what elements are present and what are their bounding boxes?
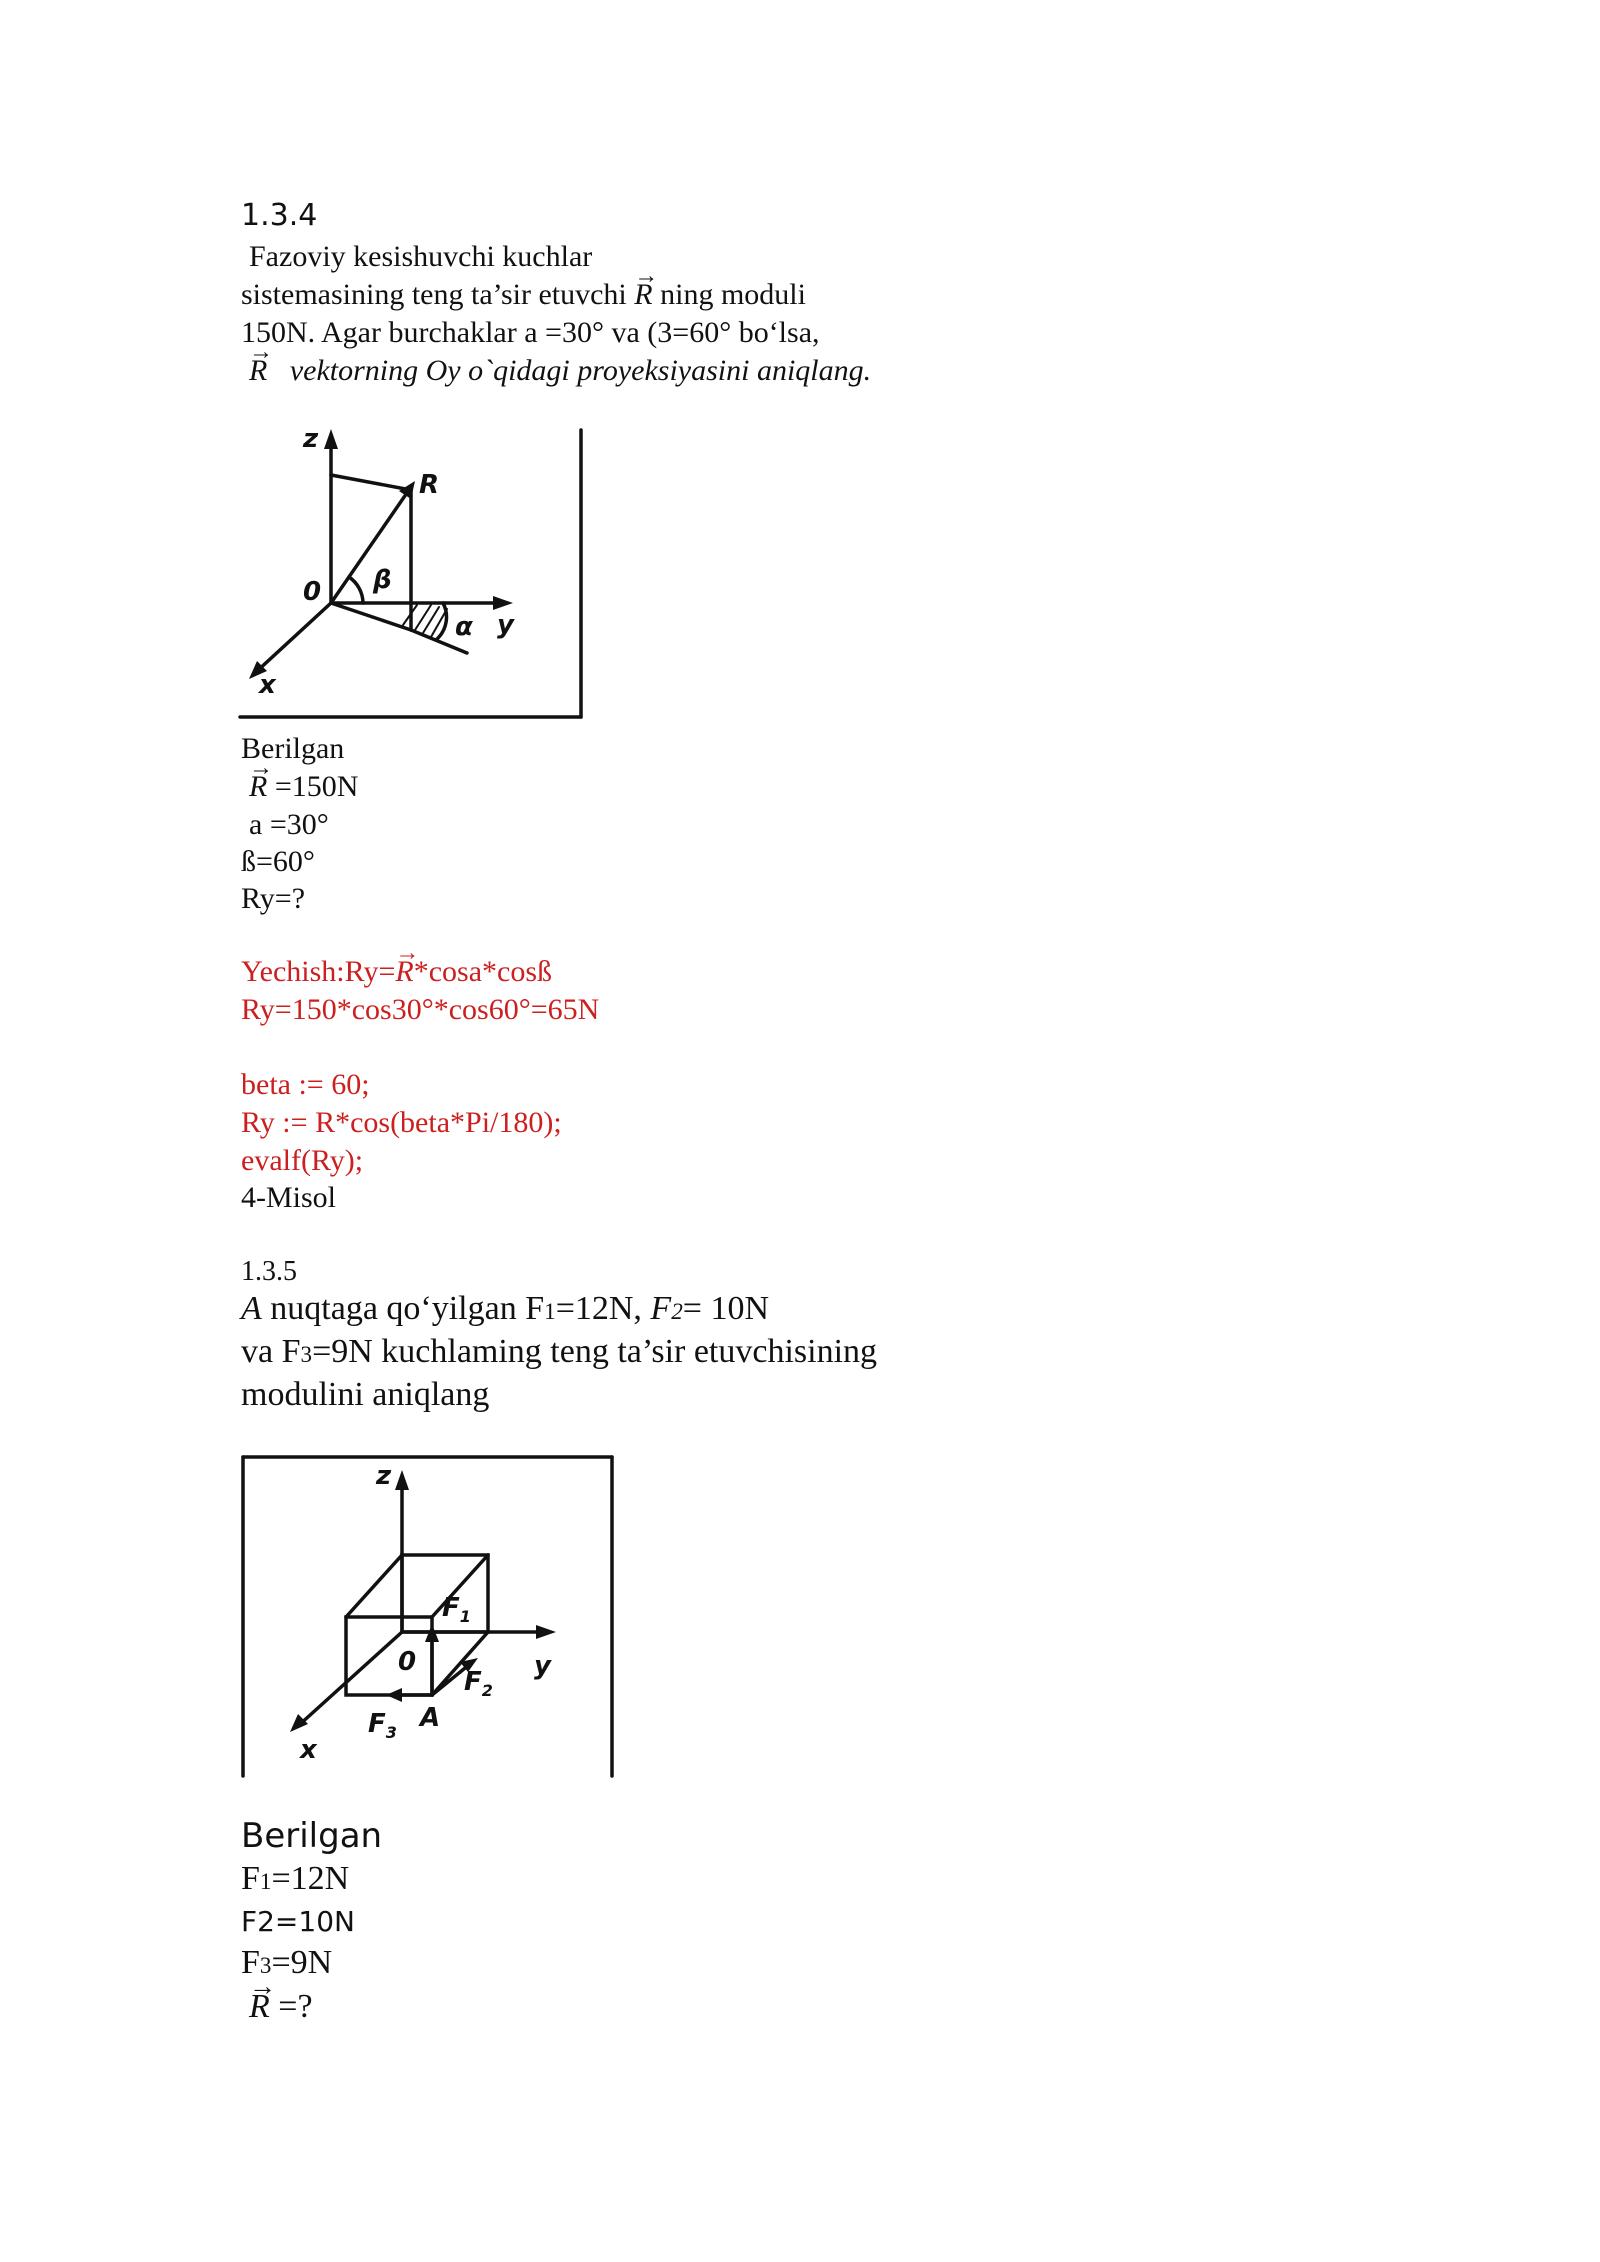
box-front-face: [346, 1617, 432, 1695]
vector-label-r: R: [419, 470, 440, 500]
given-f1-sub: 1: [259, 1869, 272, 1895]
y-axis-arrowhead: [536, 1625, 556, 1639]
f2-name: F: [650, 1290, 672, 1327]
angle-label-alpha: α: [455, 612, 473, 642]
angle-label-beta: β: [373, 565, 392, 595]
given-unknown-r-text: =?: [278, 1988, 313, 2025]
given-f3-sub: 3: [259, 1953, 272, 1979]
problem2-line2-pre: va F: [241, 1333, 301, 1370]
force-label-f2: $F_2$: [464, 1667, 493, 1700]
axis-label-z: z: [303, 425, 319, 454]
given-r-value-text: =150N: [274, 770, 359, 803]
vector-r-symbol: → R: [249, 354, 267, 388]
solution-line2: Ry=150*cos30°*cos60°=65N: [241, 993, 600, 1026]
axis-label-z: z: [376, 1461, 392, 1491]
f2-subscript: 2: [671, 1299, 683, 1325]
origin-label-o: 0: [398, 1647, 417, 1677]
vector-r-symbol: → R: [395, 955, 413, 989]
solution-line1-pre: Yechish:Ry=: [241, 955, 396, 988]
beta-angle-arc: [349, 577, 363, 603]
problem1-text-line1: Fazoviy kesishuvchi kuchlar: [249, 240, 593, 273]
given-f3-val: =9N: [271, 1944, 333, 1981]
problem2-line1-f1val: =12N,: [555, 1290, 651, 1327]
f3-subscript: 3: [300, 1342, 313, 1368]
projection-top-line: [331, 475, 411, 490]
problem2-line1-f2val: = 10N: [682, 1290, 769, 1327]
code-line2: Ry := R*cos(beta*Pi/180);: [241, 1106, 562, 1139]
axis-label-y: y: [497, 610, 514, 640]
problem2-line2-post: =9N kuchlaming teng ta’sir etuvchisining: [312, 1333, 878, 1370]
solution-line1: [241, 955, 552, 989]
force-f3-arrowhead: [386, 1688, 402, 1702]
code-line1: beta := 60;: [241, 1068, 370, 1101]
x-axis-arrowhead: [290, 1714, 308, 1732]
figure-forces-box-diagram: [238, 1452, 618, 1782]
axis-label-x: x: [259, 670, 276, 700]
origin-label-o: 0: [303, 577, 322, 607]
given-f1-value: [241, 1860, 349, 1898]
vector-r-symbol: → R: [634, 278, 652, 312]
point-label-a: A: [420, 1703, 441, 1733]
problem1-text-line3: 150N. Agar burchaklar a =30° va (3=60° bo‘lsa,: [241, 316, 820, 349]
f1-subscript: 1: [544, 1299, 556, 1325]
given-unknown-r: [249, 1988, 313, 2026]
vector-r-symbol: → R: [249, 770, 267, 804]
x-axis-line: [255, 603, 331, 673]
projection-base-line: [331, 603, 411, 630]
problem1-text-line2-pre: sistemasining teng ta’sir etuvchi: [241, 278, 627, 311]
problem1-text-line2-post: ning moduli: [660, 278, 806, 311]
problem1-text-line2: [241, 278, 806, 312]
problem2-text-line1: [241, 1290, 769, 1328]
point-a-label: A: [241, 1290, 262, 1327]
figure-force-projection-diagram: [235, 425, 595, 725]
problem2-text-line2: [241, 1333, 877, 1371]
given-unknown-ry: Ry=?: [241, 882, 306, 915]
solution-line1-post: *cosa*cosß: [413, 955, 552, 988]
given-title-2: Berilgan: [241, 1816, 383, 1856]
given-r-value: [249, 770, 358, 804]
problem2-text-line3: modulini aniqlang: [241, 1376, 490, 1413]
code-line3: evalf(Ry);: [241, 1144, 364, 1177]
given-f1-name: F: [241, 1860, 260, 1897]
axis-label-x: x: [300, 1735, 317, 1765]
problem1-text-line4-body: vektorning Oy o`qidagi proyeksiyasini aniqlang.: [289, 354, 872, 387]
x-axis-line: [298, 1632, 402, 1726]
given-f2-value: F2=10N: [241, 1905, 355, 1938]
vector-r-symbol: → R: [249, 1988, 270, 2026]
axis-label-y: y: [534, 1651, 551, 1681]
given-beta-value: ß=60°: [241, 845, 315, 878]
problem-number-1-3-5: 1.3.5: [241, 1256, 297, 1287]
y-axis-arrowhead: [493, 596, 513, 610]
problem1-text-line4: [249, 354, 871, 388]
given-title-1: Berilgan: [241, 732, 345, 765]
z-axis-arrowhead: [324, 429, 338, 449]
force-label-f3: $F_3$: [368, 1709, 397, 1742]
force-label-f1: $F_1$: [442, 1593, 471, 1626]
given-f3-name: F: [241, 1944, 260, 1981]
given-alpha-value: a =30°: [249, 808, 329, 841]
problem-number-1-3-4: 1.3.4: [241, 198, 318, 233]
problem2-line1-mid: nuqtaga qo‘yilgan F: [261, 1290, 545, 1327]
misol-label: 4-Misol: [241, 1181, 337, 1214]
z-axis-arrowhead: [395, 1470, 409, 1490]
given-f1-val: =12N: [271, 1860, 350, 1897]
resultant-vector-r-line: [331, 487, 411, 603]
